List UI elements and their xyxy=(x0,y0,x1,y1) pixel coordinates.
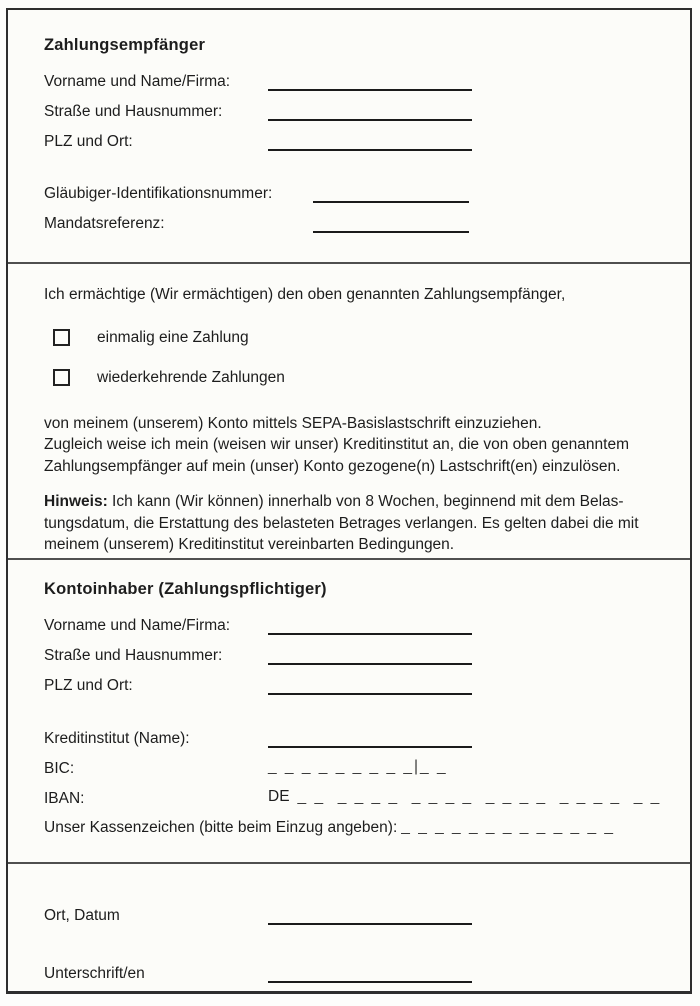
creditor-id-label: Gläubiger-Identifikationsnummer: xyxy=(44,185,273,202)
bank-name-row xyxy=(44,718,670,748)
iban-input-boxes[interactable]: _ _ _ _ _ _ _ _ _ _ _ _ _ _ _ _ _ _ _ _ xyxy=(297,788,662,805)
creditor-id-row xyxy=(44,173,670,203)
debtor-city-label: PLZ und Ort: xyxy=(44,677,133,694)
debtor-heading: Kontoinhaber (Zahlungspflichtiger) xyxy=(44,580,327,598)
bank-name-label: Kreditinstitut (Name): xyxy=(44,730,190,747)
recurring-payment-label: wiederkehrende Zahlungen xyxy=(97,368,285,386)
note-line-1-text: Ich kann (Wir können) innerhalb von 8 Wochen, beginnend mit dem Belas- xyxy=(112,493,624,510)
mandate-body-line-3: Zahlungsempfänger auf mein (unser) Konto gezogene(n) Lastschrift(en) einzulösen. xyxy=(44,457,621,475)
reference-label: Unser Kassenzeichen (bitte beim Einzug angeben): xyxy=(44,819,398,836)
mandate-body-line-1: von meinem (unserem) Konto mittels SEPA-Basislastschrift einzuziehen. xyxy=(44,414,542,432)
mandate-note-line-3: meinem (unserem) Kreditinstitut vereinbarten Bedingungen. xyxy=(44,536,455,553)
recurring-payment-checkbox[interactable] xyxy=(53,369,70,386)
section-signature xyxy=(8,864,690,991)
debtor-city-row xyxy=(44,665,670,695)
section-mandate xyxy=(8,264,690,558)
form-outer-border xyxy=(6,8,692,994)
iban-row xyxy=(44,778,670,808)
mandate-intro: Ich ermächtige (Wir ermächtigen) den oben genannten Zahlungsempfänger, xyxy=(44,286,566,303)
mandate-body-line-2: Zugleich weise ich mein (weisen wir unser) Kreditinstitut an, die von oben genanntem xyxy=(44,436,629,453)
signature-label: Unterschrift/en xyxy=(44,965,145,982)
payee-heading: Zahlungsempfänger xyxy=(44,36,206,54)
mandate-note-line-2: tungsdatum, die Erstattung des belasteten Betrages verlangen. Es gelten dabei die mit xyxy=(44,514,639,532)
signature-line[interactable] xyxy=(268,959,472,983)
note-label: Hinweis: xyxy=(44,493,108,510)
payee-city-row xyxy=(44,121,670,151)
debtor-name-label: Vorname und Name/Firma: xyxy=(44,617,231,634)
bic-row xyxy=(44,748,670,778)
mandate-reference-line[interactable] xyxy=(313,209,469,233)
place-date-line[interactable] xyxy=(268,901,472,925)
place-date-row xyxy=(44,895,670,925)
debtor-name-row xyxy=(44,605,670,635)
option-one-time-row xyxy=(53,329,670,347)
payee-street-row xyxy=(44,91,670,121)
payee-name-line[interactable] xyxy=(268,67,472,91)
mandate-note-text xyxy=(44,491,670,556)
section-debtor xyxy=(8,560,690,862)
payee-street-label: Straße und Hausnummer: xyxy=(44,103,223,120)
bank-name-line[interactable] xyxy=(268,724,472,748)
place-date-label: Ort, Datum xyxy=(44,907,120,924)
mandate-body-text xyxy=(44,413,670,478)
debtor-street-label: Straße und Hausnummer: xyxy=(44,647,223,664)
section-payee xyxy=(8,10,690,262)
iban-country-prefix: DE xyxy=(268,788,290,805)
debtor-street-line[interactable] xyxy=(268,641,472,665)
option-recurring-row xyxy=(53,369,670,387)
mandate-reference-row xyxy=(44,203,670,233)
debtor-name-line[interactable] xyxy=(268,611,472,635)
payee-street-line[interactable] xyxy=(268,97,472,121)
signature-row xyxy=(44,953,670,983)
one-time-payment-label: einmalig eine Zahlung xyxy=(97,328,249,346)
reference-input-boxes[interactable]: _ _ _ _ _ _ _ _ _ _ _ _ _ xyxy=(401,818,616,835)
payee-name-row xyxy=(44,61,670,91)
bic-input-boxes[interactable]: _ _ _ _ _ _ _ _ _|_ _ xyxy=(268,758,448,775)
mandate-reference-label: Mandatsreferenz: xyxy=(44,215,165,232)
debtor-city-line[interactable] xyxy=(268,671,472,695)
payee-city-line[interactable] xyxy=(268,127,472,151)
one-time-payment-checkbox[interactable] xyxy=(53,329,70,346)
mandate-note-line-1 xyxy=(44,491,670,513)
bic-label: BIC: xyxy=(44,760,75,777)
iban-label: IBAN: xyxy=(44,790,85,807)
debtor-street-row xyxy=(44,635,670,665)
payee-city-label: PLZ und Ort: xyxy=(44,133,133,150)
reference-row xyxy=(44,808,670,838)
payee-name-label: Vorname und Name/Firma: xyxy=(44,73,231,90)
creditor-id-line[interactable] xyxy=(313,179,469,203)
